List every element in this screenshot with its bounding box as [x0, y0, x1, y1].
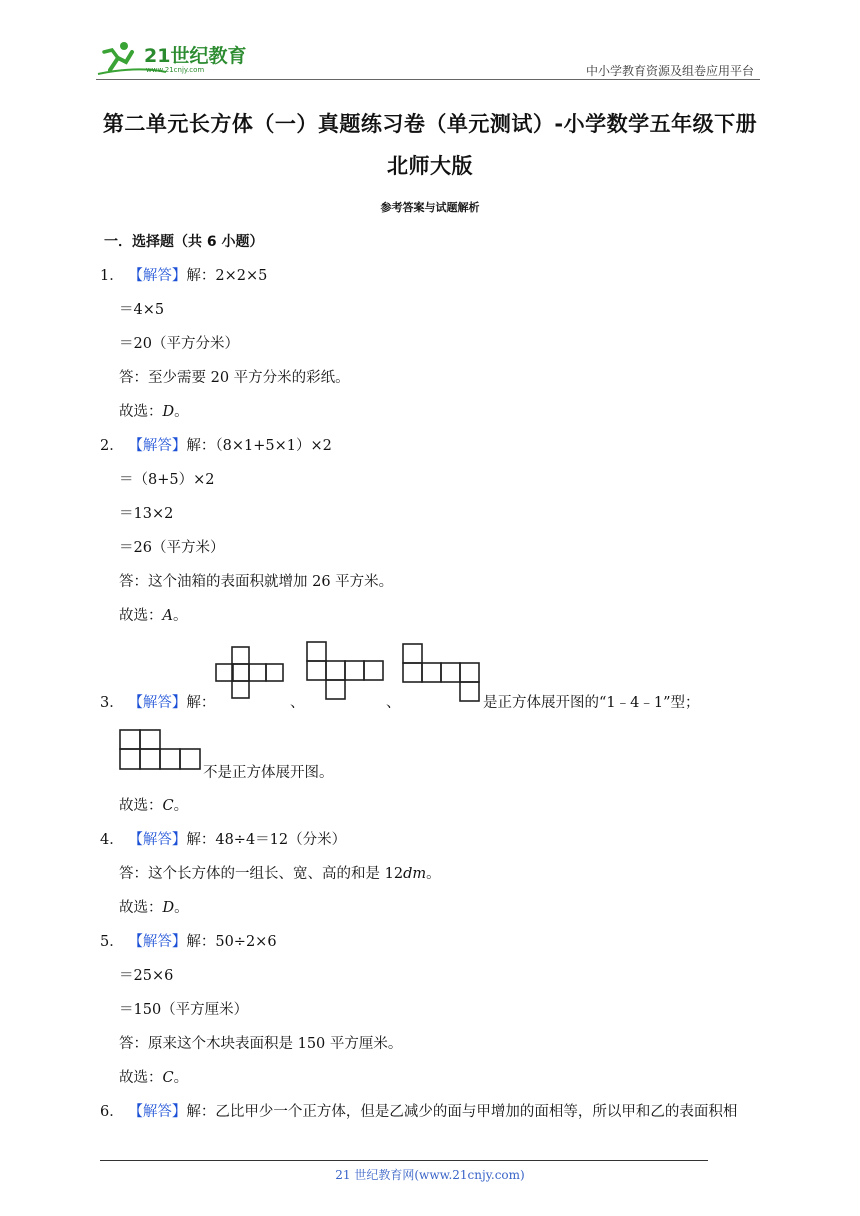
header-platform-text: 中小学教育资源及组卷应用平台	[585, 64, 754, 78]
q1-choice-letter: D	[162, 404, 175, 420]
q5-choice-letter: C	[162, 1070, 174, 1086]
q4-answer-unit: dm	[403, 866, 427, 882]
q5-choice: 故选：C。	[119, 1070, 189, 1086]
q2-line-2: ＝13×2	[119, 506, 174, 522]
q3-separator-2: 、	[386, 695, 401, 711]
q6-answer-tag: 【解答】	[128, 1104, 187, 1120]
q5-line-2: ＝150（平方厘米）	[119, 1002, 249, 1018]
footer-divider	[100, 1160, 708, 1161]
q2-choice-letter: A	[162, 608, 173, 624]
logo-url: www.21cnjy.com	[146, 66, 205, 74]
non-cube-net-diagram	[118, 728, 204, 774]
header-divider	[96, 79, 760, 80]
page-title-line1: 第二单元长方体（一）真题练习卷（单元测试）-小学数学五年级下册	[102, 112, 758, 136]
q6-head	[100, 1100, 737, 1121]
q3-tail-2: 不是正方体展开图。	[203, 765, 334, 781]
q4-number: 4．	[100, 832, 124, 848]
site-logo	[96, 38, 256, 78]
section-heading: 一．选择题（共 6 小题）	[104, 234, 264, 250]
q3-head-text: 解：	[186, 695, 216, 711]
q2-number: 2．	[100, 438, 124, 454]
q3-head	[100, 691, 215, 712]
q1-choice: 故选：D。	[119, 404, 189, 420]
q5-answer-tag: 【解答】	[128, 934, 187, 950]
q1-line-2: ＝20（平方分米）	[119, 336, 239, 352]
q2-choice: 故选：A。	[119, 608, 188, 624]
q2-answer-tag: 【解答】	[128, 438, 187, 454]
q5-line-1: ＝25×6	[119, 968, 174, 984]
q1-head-text: 解：2×2×5	[186, 268, 268, 284]
cube-net-c-diagram	[401, 642, 483, 704]
q3-separator-1: 、	[290, 695, 305, 711]
q3-answer-tag: 【解答】	[128, 695, 187, 711]
q3-choice-letter: C	[162, 798, 174, 814]
footer-text[interactable]: 21 世纪教育网(www.21cnjy.com)	[335, 1168, 525, 1182]
q5-head-text: 解：50÷2×6	[186, 934, 277, 950]
q2-line-4: 答：这个油箱的表面积就增加 26 平方米。	[119, 574, 394, 590]
q4-head	[100, 828, 346, 849]
q3-tail-1: 是正方体展开图的“1﹣4﹣1”型；	[483, 695, 700, 711]
q1-line-3: 答：至少需要 20 平方分米的彩纸。	[119, 370, 350, 386]
q3-choice: 故选：C。	[119, 798, 189, 814]
page-subtitle: 参考答案与试题解析	[380, 201, 480, 214]
q5-head	[100, 930, 277, 951]
runner-logo-icon	[96, 38, 256, 78]
q3-number: 3．	[100, 695, 124, 711]
q4-answer-tag: 【解答】	[128, 832, 187, 848]
q6-head-text: 解：乙比甲少一个正方体，但是乙减少的面与甲增加的面相等，所以甲和乙的表面积相	[186, 1104, 738, 1120]
q2-head-text: 解：（8×1+5×1）×2	[186, 438, 332, 454]
cube-net-a-diagram	[214, 645, 290, 701]
q2-line-1: ＝（8+5）×2	[119, 472, 215, 488]
q4-choice-letter: D	[162, 900, 175, 916]
q2-head	[100, 434, 332, 455]
q1-answer-tag: 【解答】	[128, 268, 187, 284]
q1-line-1: ＝4×5	[119, 302, 165, 318]
q4-head-text: 解：48÷4＝12（分米）	[186, 832, 347, 848]
q5-number: 5．	[100, 934, 124, 950]
q1-number: 1．	[100, 268, 124, 284]
q5-line-3: 答：原来这个木块表面积是 150 平方厘米。	[119, 1036, 403, 1052]
q4-answer: 答：这个长方体的一组长、宽、高的和是 12dm。	[119, 866, 441, 882]
q6-number: 6．	[100, 1104, 124, 1120]
cube-net-b-diagram	[305, 640, 387, 702]
logo-text: 21世纪教育	[144, 45, 247, 67]
q4-choice: 故选：D。	[119, 900, 189, 916]
page-title-line2: 北师大版	[387, 154, 473, 178]
q2-line-3: ＝26（平方米）	[119, 540, 225, 556]
q1-head	[100, 264, 267, 285]
